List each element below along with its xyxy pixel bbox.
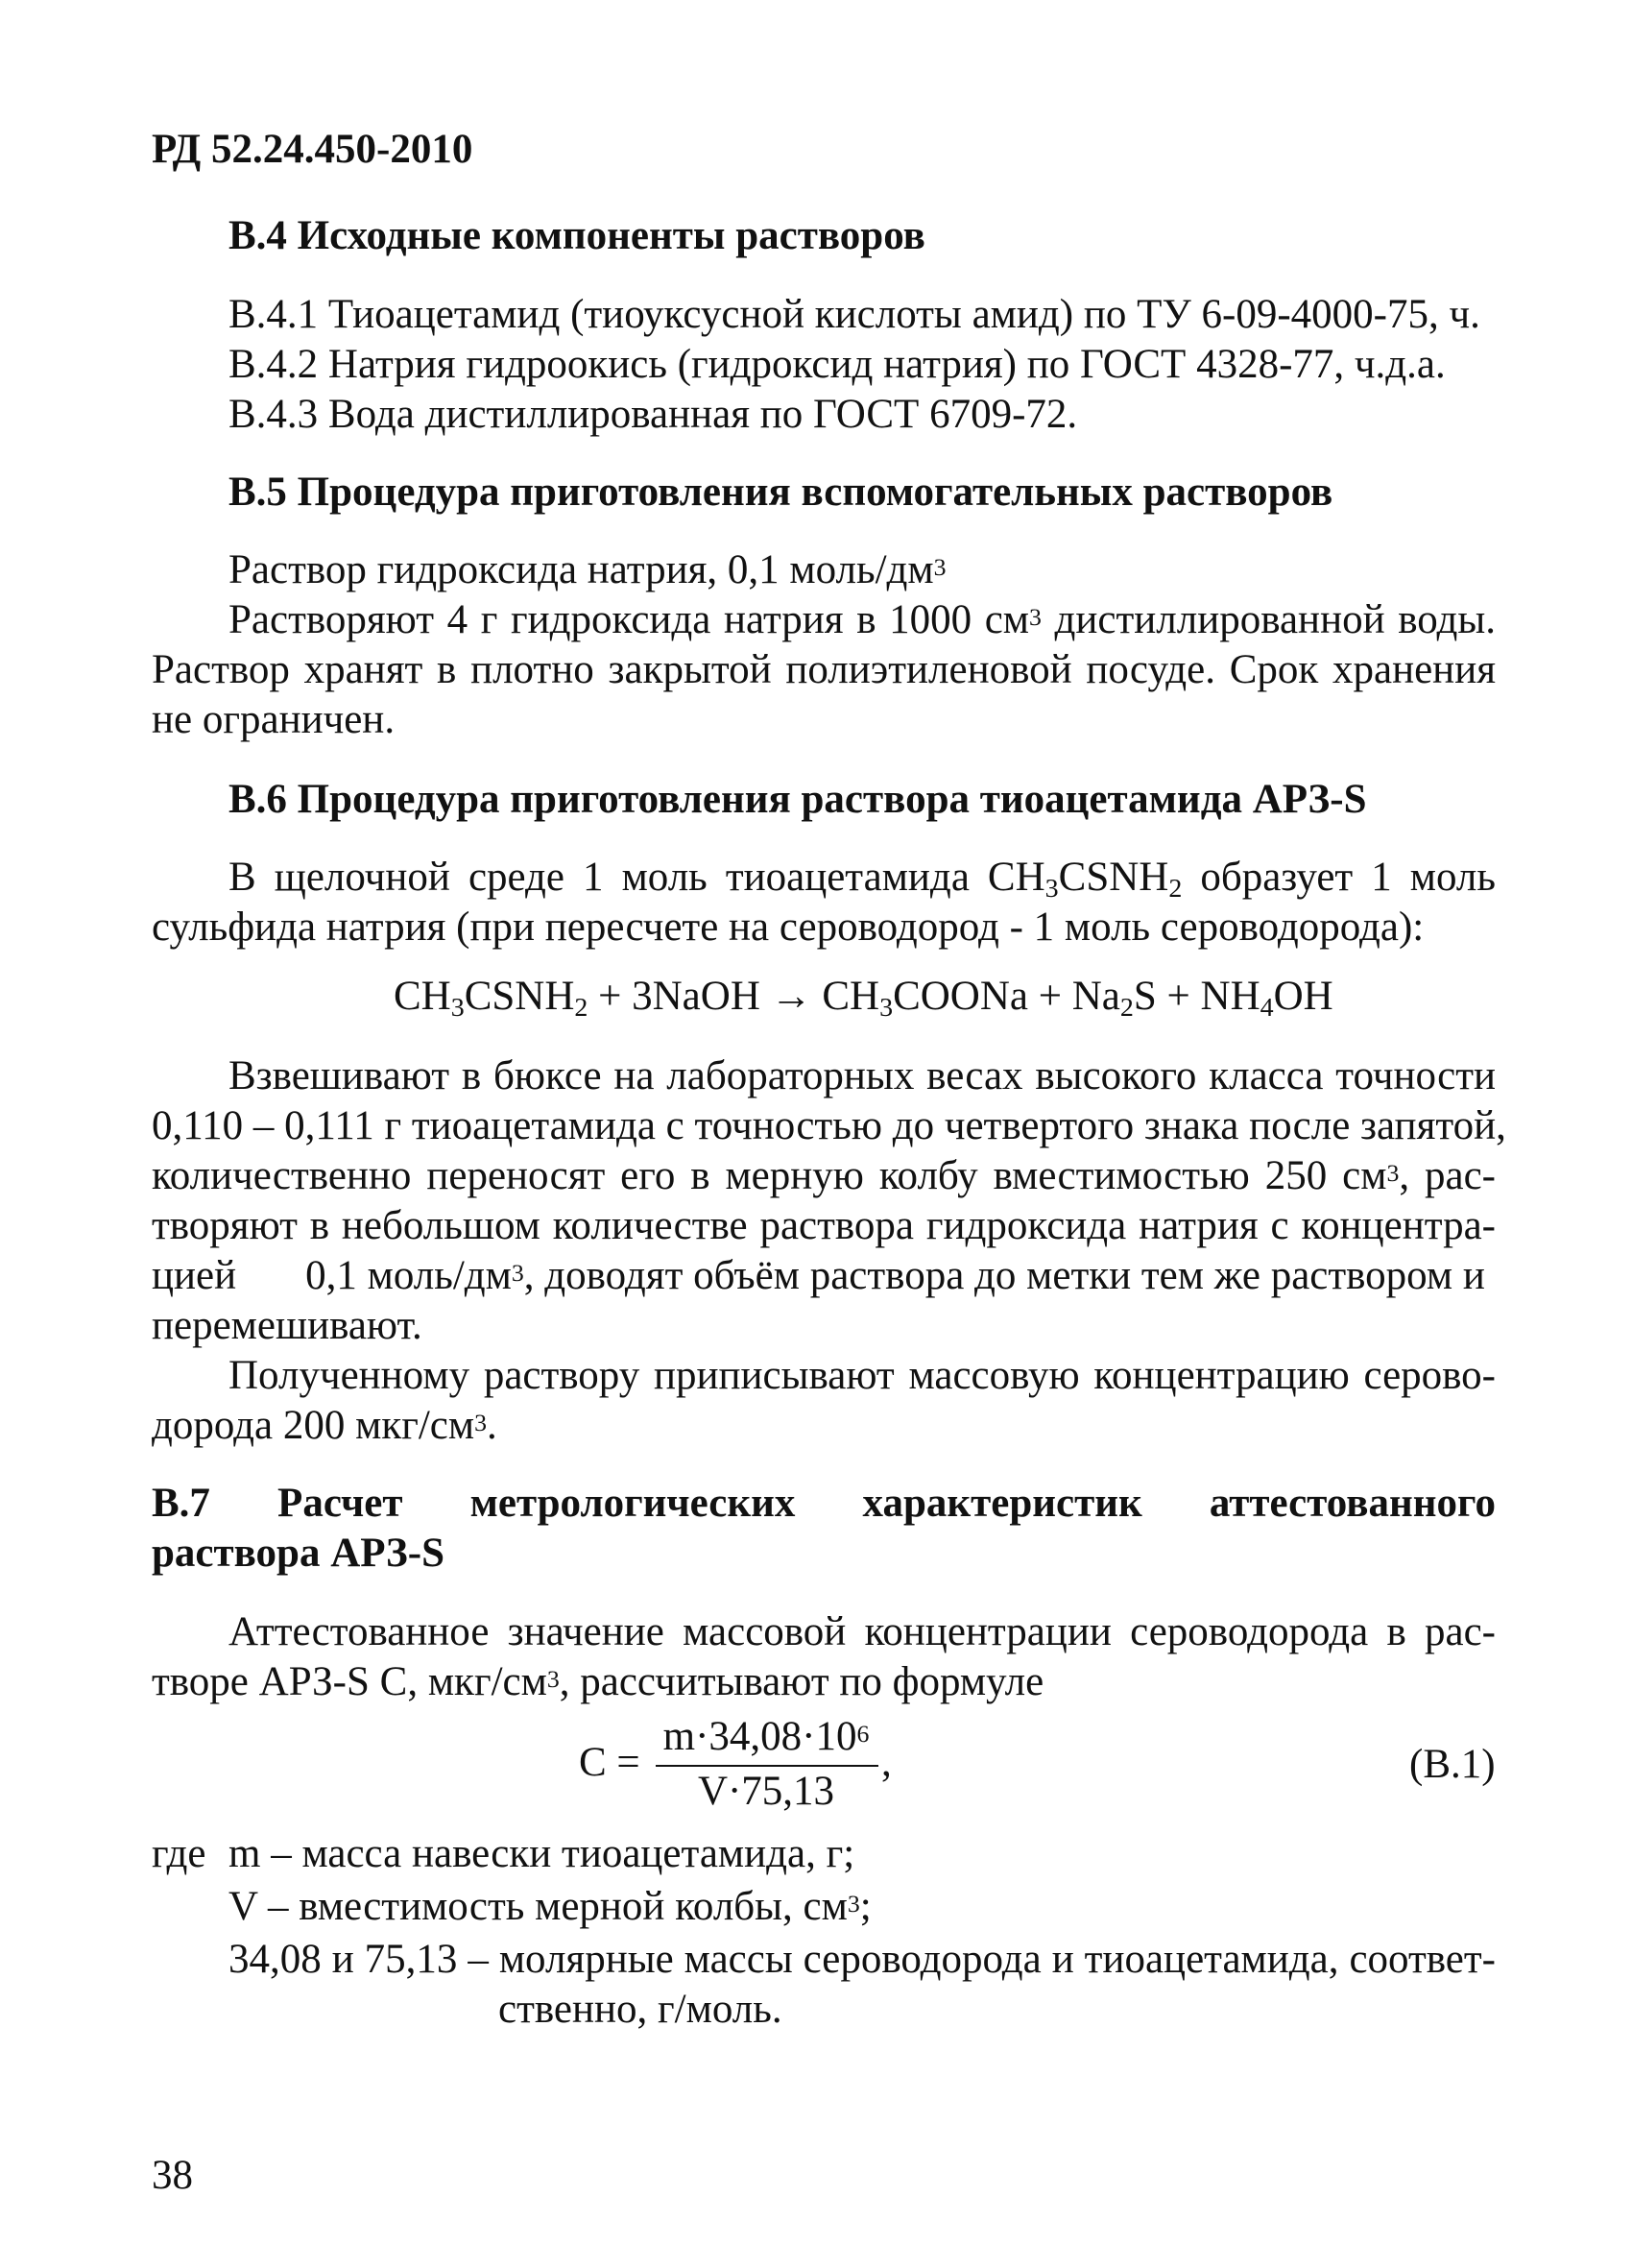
section-b6-p1-line-1: В щелочной среде 1 моль тиоацетамида $CH_3CSNH_2$ образует 1 моль: [228, 855, 1496, 904]
formula-label: (В.1): [1409, 1742, 1496, 1787]
section-b6-p2-line-6: перемешивают.: [152, 1303, 422, 1348]
section-b6-p1-line-2: сульфида натрия (при пересчете на сероводород - 1 моль сероводорода):: [152, 905, 1425, 950]
reaction-equation: $CH_3CSNH_2$ + 3NaOH → $CH_3COONa + Na_2S + NH_4OH$: [394, 974, 1333, 1023]
where-v-definition: V – вместимость мерной колбы, $см^3$;: [228, 1884, 872, 1929]
where-lead: где: [152, 1831, 206, 1876]
section-b6-p2-line-4: творяют в небольшом количестве раствора гидроксида натрия с концентра-: [152, 1203, 1496, 1248]
section-b5-paragraph-line-1: Растворяют 4 г гидроксида натрия в 1000 $см^3$ дистиллированной воды.: [228, 597, 1496, 642]
formula-lhs: С =: [579, 1740, 640, 1785]
formula-tail: ,: [881, 1740, 892, 1785]
section-b5-title: В.5 Процедура приготовления вспомогательных растворов: [228, 470, 1333, 515]
document-code: РД 52.24.450-2010: [152, 127, 473, 172]
section-b7-title-line-1: В.7 Расчет метрологических характеристик аттестованного: [152, 1481, 1496, 1526]
section-b4-item-3: В.4.3 Вода дистиллированная по ГОСТ 6709-72.: [228, 392, 1078, 437]
section-b4-item-1: В.4.1 Тиоацетамид (тиоуксусной кислоты амид) по ТУ 6-09-4000-75, ч.: [228, 292, 1480, 337]
section-b6-title: В.6 Процедура приготовления раствора тиоацетамида АРЗ-S: [228, 777, 1367, 822]
section-b4-item-2: В.4.2 Натрия гидроокись (гидроксид натрия) по ГОСТ 4328-77, ч.д.а.: [228, 342, 1446, 387]
section-b6-p3-line-2: дорода 200 мкг/$см^3$.: [152, 1403, 497, 1448]
section-b6-p2-line-3: количественно переносят его в мерную колбу вместимостью 250 $см^3$, рас-: [152, 1153, 1497, 1198]
section-b6-p2-line-2: 0,110 – 0,111 г тиоацетамида с точностью до четвертого знака после запятой,: [152, 1103, 1506, 1148]
section-b4-title: В.4 Исходные компоненты растворов: [228, 213, 925, 258]
section-b7-title-line-2: раствора АРЗ-S: [152, 1531, 444, 1576]
page-number: 38: [152, 2153, 193, 2198]
formula-denominator: V·75,13: [697, 1769, 835, 1814]
section-b7-p1-line-2: творе АРЗ-S С, мкг/$см^3$, рассчитывают по формуле: [152, 1659, 1044, 1704]
section-b7-p1-line-1: Аттестованное значение массовой концентрации сероводорода в рас-: [228, 1609, 1496, 1654]
section-b5-paragraph-line-3: не ограничен.: [152, 697, 396, 742]
section-b6-p2-line-1: Взвешивают в бюксе на лабораторных весах высокого класса точности: [228, 1053, 1496, 1098]
section-b6-p2-line-5: цией 0,1 моль/$дм^3$, доводят объём раствора до метки тем же раствором и: [152, 1253, 1485, 1298]
where-m-definition: m – масса навески тиоацетамида, г;: [228, 1831, 855, 1876]
where-molar-mass-definition-cont: ственно, г/моль.: [498, 1987, 782, 2032]
formula-numerator: $m\cdot 34,08\cdot 10^6$: [662, 1714, 870, 1759]
where-molar-mass-definition: 34,08 и 75,13 – молярные массы сероводорода и тиоацетамида, соответ-: [228, 1937, 1496, 1982]
section-b5-subtitle: Раствор гидроксида натрия, 0,1 моль/$дм^3$: [228, 547, 947, 592]
section-b5-paragraph-line-2: Раствор хранят в плотно закрытой полиэтиленовой посуде. Срок хранения: [152, 647, 1496, 692]
section-b6-p3-line-1: Полученному раствору приписывают массовую концентрацию серово-: [228, 1353, 1496, 1398]
